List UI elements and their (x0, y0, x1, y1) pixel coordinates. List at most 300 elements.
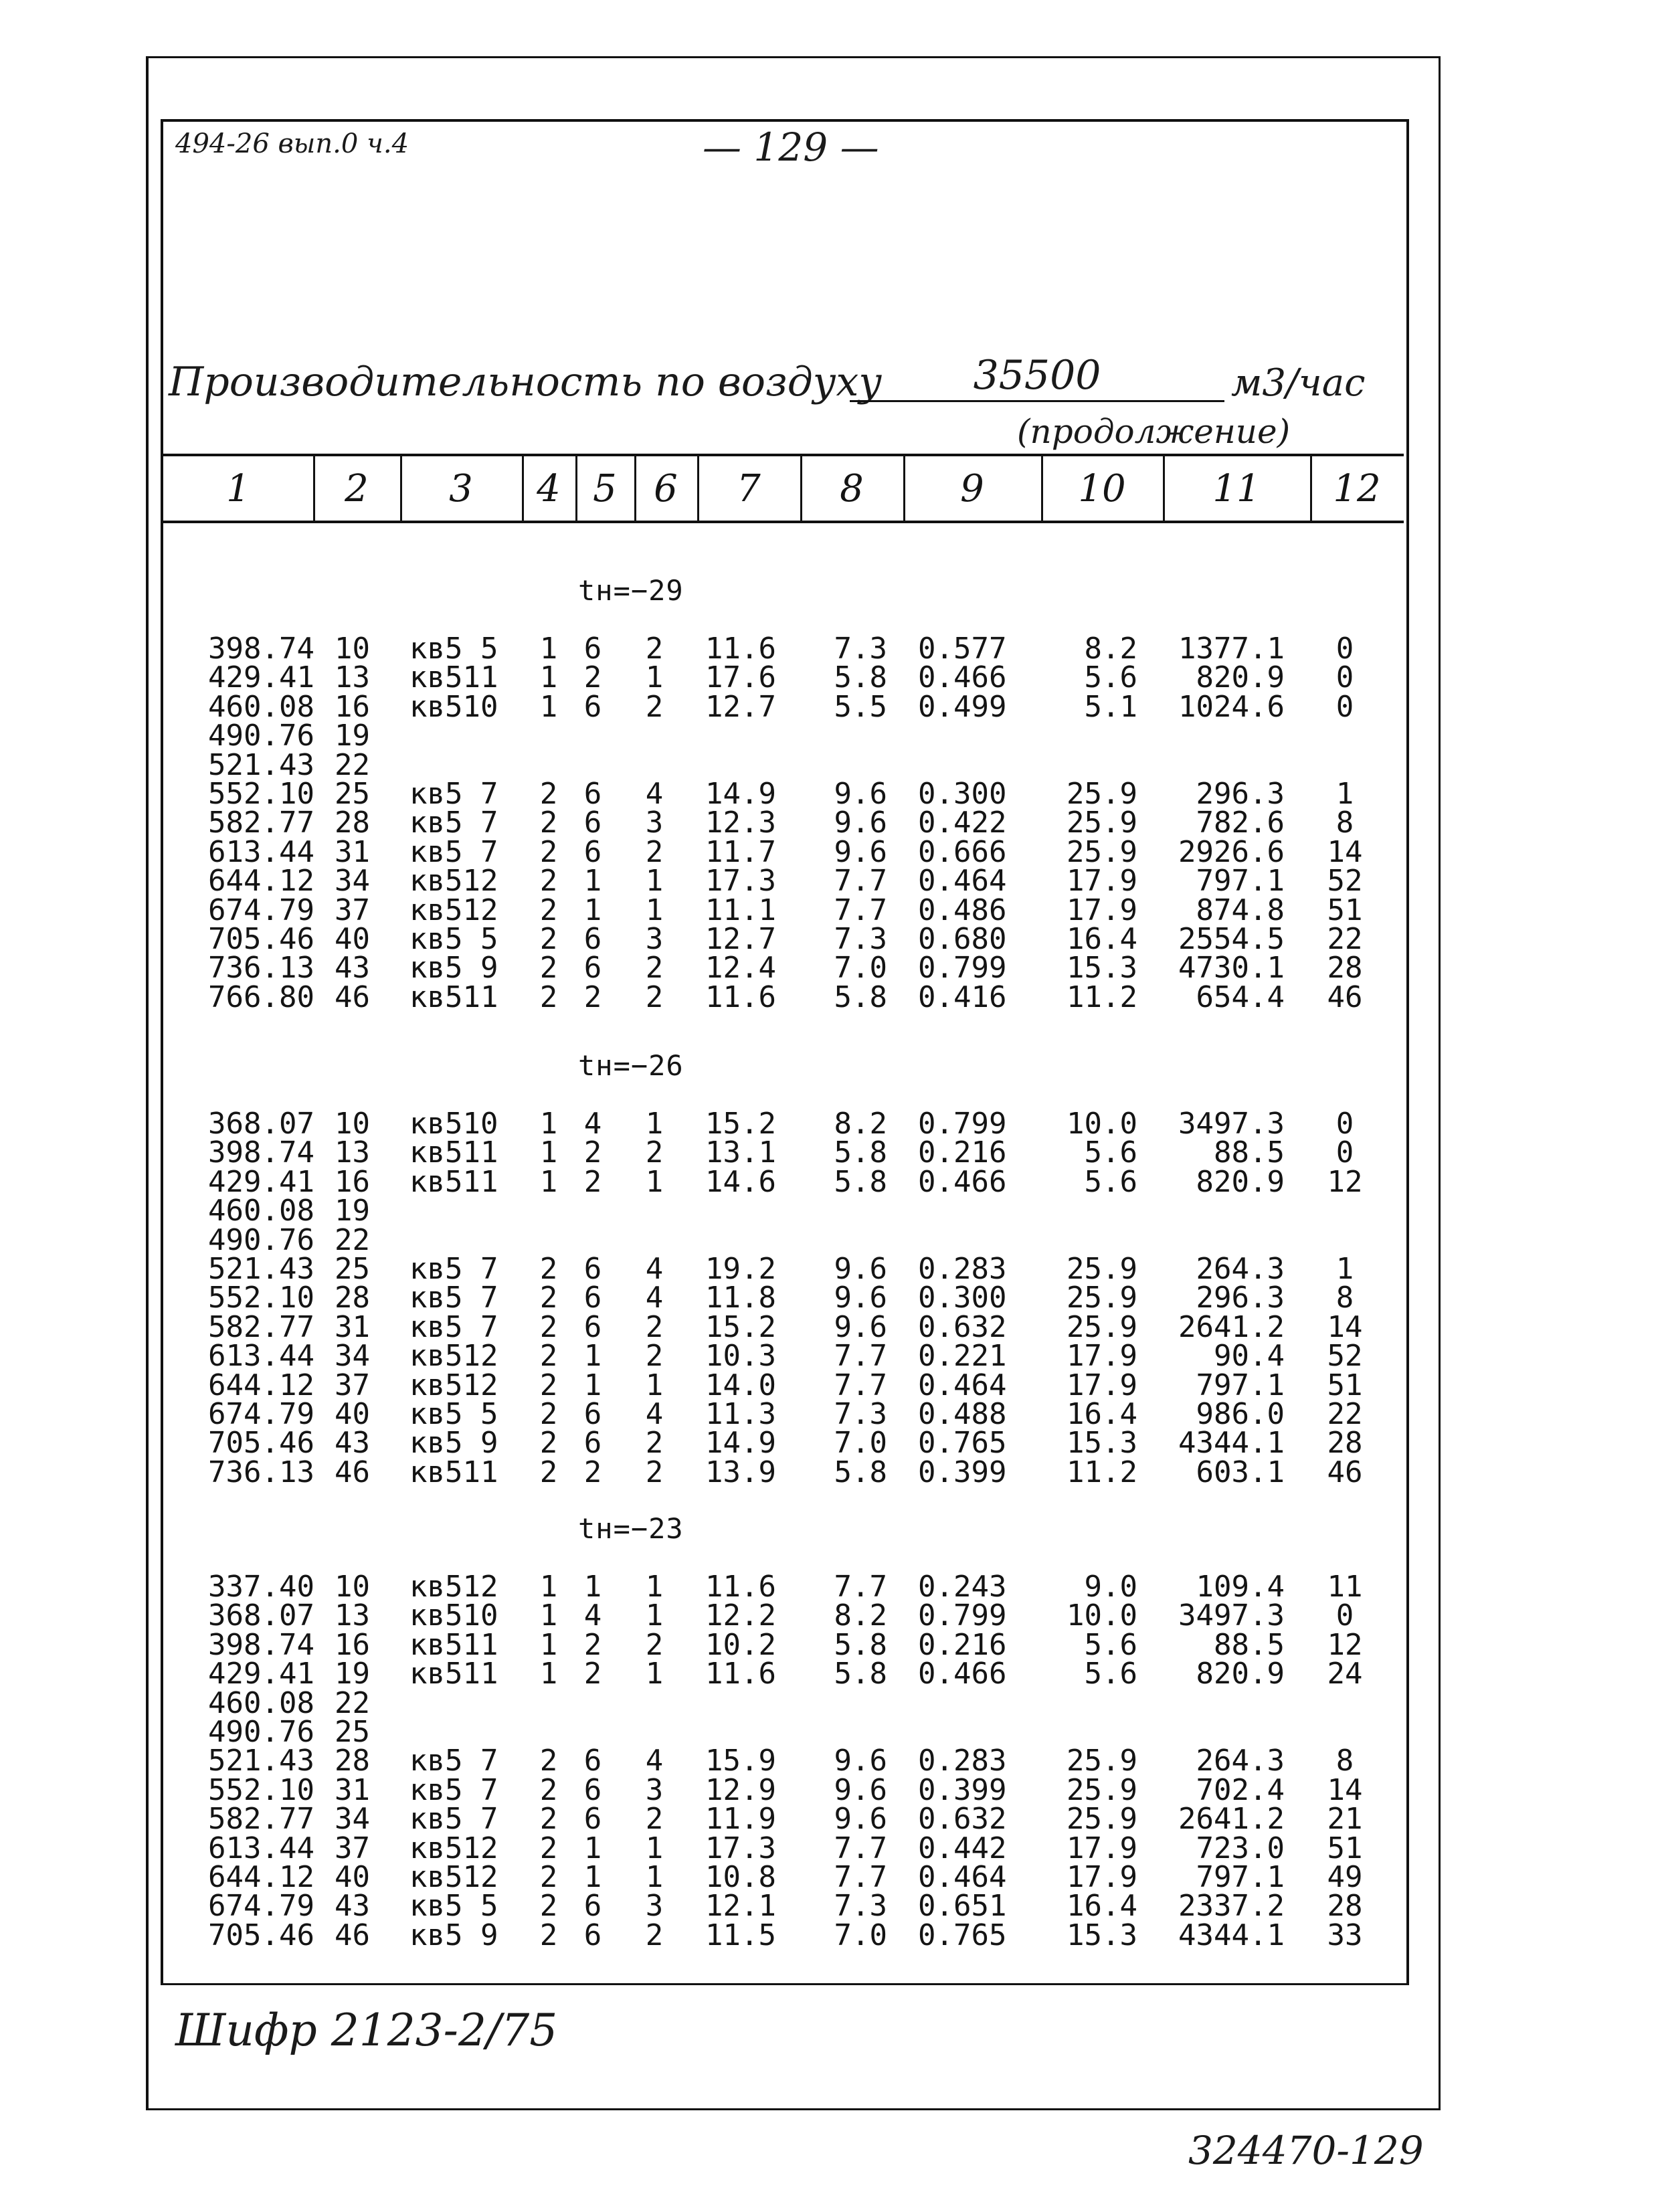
cell-col-6: 2 (645, 632, 664, 666)
cell-col-4: 2 (539, 1368, 558, 1402)
cell-col-8: 7.0 (834, 1918, 887, 1952)
cell-col-10: 5.1 (1084, 689, 1137, 724)
cell-col-9: 0.399 (918, 1772, 1007, 1807)
cell-col-11: 2337.2 (1178, 1889, 1285, 1924)
cell-col-8: 7.3 (834, 922, 887, 956)
cell-col-11: 1377.1 (1178, 632, 1285, 666)
header-divider (313, 456, 315, 521)
continuation-note: (продолжение) (1017, 412, 1291, 451)
cell-col-1: 490.76 (208, 1715, 314, 1749)
cell-col-12: 51 (1327, 893, 1363, 927)
cell-col-2: 22 (335, 747, 370, 782)
cell-col-5: 1 (583, 864, 602, 899)
cell-col-3: кв5 5 (409, 922, 498, 956)
cell-col-3: кв5 7 (409, 806, 498, 840)
cell-col-7: 17.3 (705, 1831, 776, 1865)
cell-col-10: 25.9 (1067, 1744, 1137, 1778)
cell-col-12: 24 (1327, 1657, 1363, 1691)
cell-col-8: 5.8 (834, 980, 887, 1014)
cell-col-12: 0 (1335, 1107, 1354, 1141)
cell-col-2: 31 (335, 1772, 370, 1807)
cell-col-11: 820.9 (1196, 660, 1285, 695)
cell-col-1: 705.46 (208, 1426, 314, 1461)
cell-col-2: 25 (335, 777, 370, 811)
cell-col-8: 5.8 (834, 1135, 887, 1170)
cell-col-8: 5.8 (834, 1627, 887, 1662)
cell-col-9: 0.577 (918, 632, 1007, 666)
cell-col-4: 2 (539, 1397, 558, 1431)
cell-col-11: 820.9 (1196, 1657, 1285, 1691)
cell-col-2: 25 (335, 1715, 370, 1749)
cell-col-6: 2 (645, 834, 664, 869)
cell-col-6: 3 (645, 1772, 664, 1807)
cell-col-6: 2 (645, 1627, 664, 1662)
cell-col-5: 1 (583, 1339, 602, 1374)
cell-col-3: кв5 9 (409, 951, 498, 986)
cell-col-11: 109.4 (1196, 1570, 1285, 1604)
cell-col-10: 25.9 (1067, 834, 1137, 869)
cell-col-4: 1 (539, 689, 558, 724)
cell-col-8: 9.6 (834, 777, 887, 811)
cell-col-2: 34 (335, 1339, 370, 1374)
cell-col-2: 13 (335, 1135, 370, 1170)
cell-col-10: 25.9 (1067, 806, 1137, 840)
cell-col-6: 1 (645, 660, 664, 695)
header-divider (634, 456, 636, 521)
cell-col-5: 1 (583, 1570, 602, 1604)
cell-col-9: 0.416 (918, 980, 1007, 1014)
cell-col-6: 1 (645, 1164, 664, 1199)
cell-col-10: 16.4 (1067, 1889, 1137, 1924)
cell-col-3: кв512 (409, 1860, 498, 1894)
cell-col-10: 11.2 (1067, 1455, 1137, 1489)
cell-col-2: 37 (335, 1368, 370, 1402)
cell-col-3: кв512 (409, 864, 498, 899)
cell-col-2: 19 (335, 1657, 370, 1691)
cell-col-1: 521.43 (208, 1744, 314, 1778)
table-row (0, 1455, 1660, 1489)
cell-col-8: 9.6 (834, 1281, 887, 1315)
cell-col-10: 9.0 (1084, 1570, 1137, 1604)
cell-col-1: 674.79 (208, 1889, 314, 1924)
cell-col-9: 0.221 (918, 1339, 1007, 1374)
cell-col-3: кв5 7 (409, 1252, 498, 1286)
cell-col-2: 10 (335, 1107, 370, 1141)
cell-col-7: 12.7 (705, 689, 776, 724)
cell-col-2: 43 (335, 1889, 370, 1924)
cell-col-3: кв511 (409, 1627, 498, 1662)
cell-col-12: 12 (1327, 1627, 1363, 1662)
cell-col-1: 521.43 (208, 747, 314, 782)
cell-col-4: 1 (539, 660, 558, 695)
cell-col-1: 429.41 (208, 1657, 314, 1691)
cell-col-4: 1 (539, 1135, 558, 1170)
cell-col-4: 2 (539, 806, 558, 840)
cell-col-5: 6 (583, 951, 602, 986)
cell-col-4: 2 (539, 980, 558, 1014)
cell-col-10: 17.9 (1067, 893, 1137, 927)
cell-col-10: 10.0 (1067, 1598, 1137, 1633)
cell-col-3: кв511 (409, 1135, 498, 1170)
cell-col-2: 22 (335, 1685, 370, 1720)
cell-col-8: 8.2 (834, 1107, 887, 1141)
cell-col-2: 10 (335, 1570, 370, 1604)
cell-col-5: 2 (583, 660, 602, 695)
cell-col-5: 6 (583, 1889, 602, 1924)
cell-col-1: 582.77 (208, 1309, 314, 1344)
table-row (0, 1109, 1660, 1139)
archive-number: 324470-129 (1188, 2128, 1424, 2173)
cell-col-5: 2 (583, 1657, 602, 1691)
cell-col-6: 1 (645, 893, 664, 927)
cell-col-9: 0.499 (918, 689, 1007, 724)
cell-col-6: 2 (645, 1339, 664, 1374)
cell-col-4: 1 (539, 1570, 558, 1604)
table-row (0, 951, 1660, 986)
table-row (0, 1135, 1660, 1170)
cell-col-11: 654.4 (1196, 980, 1285, 1014)
cell-col-2: 40 (335, 1397, 370, 1431)
cell-col-2: 19 (335, 1194, 370, 1228)
cell-col-8: 9.6 (834, 1802, 887, 1837)
cell-col-7: 14.9 (705, 1426, 776, 1461)
table-row (0, 1860, 1660, 1894)
cell-col-2: 13 (335, 1598, 370, 1633)
cell-col-10: 25.9 (1067, 1309, 1137, 1344)
cell-col-9: 0.216 (918, 1627, 1007, 1662)
table-row (0, 1627, 1660, 1662)
cell-col-1: 490.76 (208, 1222, 314, 1257)
cell-col-8: 9.6 (834, 1252, 887, 1286)
cell-col-6: 1 (645, 1860, 664, 1894)
cell-col-8: 9.6 (834, 1309, 887, 1344)
cell-col-12: 0 (1335, 1598, 1354, 1633)
cell-col-8: 7.7 (834, 1570, 887, 1604)
cell-col-6: 2 (645, 1135, 664, 1170)
table-row (0, 1889, 1660, 1924)
cell-col-8: 8.2 (834, 1598, 887, 1633)
cell-col-7: 10.2 (705, 1627, 776, 1662)
cell-col-12: 46 (1327, 1455, 1363, 1489)
cell-col-12: 21 (1327, 1802, 1363, 1837)
cell-col-12: 12 (1327, 1164, 1363, 1199)
cell-col-7: 13.1 (705, 1135, 776, 1170)
cell-col-6: 1 (645, 1598, 664, 1633)
cell-col-2: 28 (335, 1281, 370, 1315)
cell-col-2: 46 (335, 980, 370, 1014)
cell-col-9: 0.680 (918, 922, 1007, 956)
cell-col-5: 2 (583, 1455, 602, 1489)
table-row (0, 893, 1660, 927)
table-row (0, 1685, 1660, 1720)
cell-col-4: 2 (539, 834, 558, 869)
cell-col-5: 6 (583, 1802, 602, 1837)
cell-col-4: 2 (539, 1889, 558, 1924)
cell-col-12: 49 (1327, 1860, 1363, 1894)
cell-col-11: 88.5 (1214, 1627, 1285, 1662)
cell-col-11: 3497.3 (1178, 1598, 1285, 1633)
section-label-temperature: tн=−23 (578, 1512, 684, 1545)
cell-col-12: 0 (1335, 660, 1354, 695)
cell-col-8: 7.0 (834, 951, 887, 986)
cell-col-11: 782.6 (1196, 806, 1285, 840)
cell-col-2: 28 (335, 1744, 370, 1778)
cell-col-3: кв5 9 (409, 1426, 498, 1461)
cell-col-7: 11.5 (705, 1918, 776, 1952)
cell-col-4: 2 (539, 1252, 558, 1286)
cell-col-3: кв5 5 (409, 1889, 498, 1924)
table-row (0, 808, 1660, 838)
cell-col-5: 4 (583, 1107, 602, 1141)
cell-col-6: 2 (645, 951, 664, 986)
cell-col-7: 12.3 (705, 806, 776, 840)
cell-col-7: 12.1 (705, 1889, 776, 1924)
cell-col-5: 6 (583, 777, 602, 811)
cell-col-3: кв511 (409, 1164, 498, 1199)
cell-col-4: 2 (539, 1339, 558, 1374)
cell-col-2: 16 (335, 689, 370, 724)
cell-col-7: 19.2 (705, 1252, 776, 1286)
table-row (0, 1659, 1660, 1689)
cell-col-1: 337.40 (208, 1570, 314, 1604)
table-row (0, 864, 1660, 899)
cell-col-1: 644.12 (208, 864, 314, 899)
cell-col-7: 17.6 (705, 660, 776, 695)
cell-col-7: 15.9 (705, 1744, 776, 1778)
cell-col-4: 2 (539, 893, 558, 927)
cell-col-2: 28 (335, 806, 370, 840)
cell-col-11: 723.0 (1196, 1831, 1285, 1865)
cell-col-3: кв510 (409, 1598, 498, 1633)
cell-col-3: кв5 9 (409, 1918, 498, 1952)
header-divider (800, 456, 802, 521)
cell-col-6: 1 (645, 1570, 664, 1604)
section-label-temperature: tн=−29 (578, 574, 684, 607)
header-divider (400, 456, 402, 521)
cipher-label: Шифр 2123-2/75 (175, 2005, 558, 2056)
cell-col-10: 16.4 (1067, 922, 1137, 956)
cell-col-12: 28 (1327, 951, 1363, 986)
cell-col-1: 582.77 (208, 1802, 314, 1837)
table-row (0, 1368, 1660, 1402)
cell-col-9: 0.632 (918, 1309, 1007, 1344)
cell-col-9: 0.399 (918, 1455, 1007, 1489)
cell-col-1: 705.46 (208, 1918, 314, 1952)
cell-col-8: 7.7 (834, 1831, 887, 1865)
cell-col-2: 13 (335, 660, 370, 695)
cell-col-6: 2 (645, 980, 664, 1014)
cell-col-5: 6 (583, 1309, 602, 1344)
cell-col-11: 88.5 (1214, 1135, 1285, 1170)
cell-col-9: 0.799 (918, 1598, 1007, 1633)
cell-col-6: 4 (645, 777, 664, 811)
cell-col-9: 0.466 (918, 1164, 1007, 1199)
table-row (0, 689, 1660, 724)
cell-col-7: 11.6 (705, 632, 776, 666)
cell-col-4: 2 (539, 1802, 558, 1837)
cell-col-9: 0.243 (918, 1570, 1007, 1604)
cell-col-4: 2 (539, 864, 558, 899)
cell-col-7: 14.0 (705, 1368, 776, 1402)
cell-col-10: 25.9 (1067, 1281, 1137, 1315)
cell-col-1: 429.41 (208, 1164, 314, 1199)
cell-col-3: кв5 7 (409, 834, 498, 869)
cell-col-10: 11.2 (1067, 980, 1137, 1014)
cell-col-4: 2 (539, 922, 558, 956)
cell-col-1: 736.13 (208, 951, 314, 986)
cell-col-4: 1 (539, 1164, 558, 1199)
airflow-value: 35500 (850, 352, 1224, 402)
cell-col-5: 6 (583, 1252, 602, 1286)
cell-col-12: 0 (1335, 689, 1354, 724)
table-row (0, 1598, 1660, 1633)
cell-col-12: 22 (1327, 1397, 1363, 1431)
cell-col-8: 7.7 (834, 864, 887, 899)
cell-col-11: 264.3 (1196, 1744, 1285, 1778)
table-row (0, 1715, 1660, 1749)
cell-col-9: 0.799 (918, 951, 1007, 986)
cell-col-8: 5.8 (834, 1455, 887, 1489)
cell-col-3: кв510 (409, 1107, 498, 1141)
table-row (0, 1572, 1660, 1602)
cell-col-11: 797.1 (1196, 864, 1285, 899)
cell-col-11: 296.3 (1196, 1281, 1285, 1315)
airflow-units: м3/час (1231, 361, 1366, 405)
cell-col-7: 11.7 (705, 834, 776, 869)
cell-col-10: 25.9 (1067, 777, 1137, 811)
cell-col-4: 2 (539, 777, 558, 811)
cell-col-10: 15.3 (1067, 951, 1137, 986)
cell-col-12: 28 (1327, 1426, 1363, 1461)
table-row (0, 922, 1660, 956)
table-row (0, 1746, 1660, 1776)
cell-col-1: 644.12 (208, 1860, 314, 1894)
cell-col-7: 11.6 (705, 1657, 776, 1691)
table-row (0, 1772, 1660, 1807)
cell-col-7: 12.7 (705, 922, 776, 956)
cell-col-3: кв511 (409, 980, 498, 1014)
cell-col-8: 9.6 (834, 806, 887, 840)
cell-col-9: 0.488 (918, 1397, 1007, 1431)
cell-col-7: 14.6 (705, 1164, 776, 1199)
cell-col-6: 2 (645, 1802, 664, 1837)
cell-col-8: 7.7 (834, 893, 887, 927)
cell-col-10: 17.9 (1067, 1368, 1137, 1402)
cell-col-4: 1 (539, 1598, 558, 1633)
cell-col-5: 2 (583, 1164, 602, 1199)
cell-col-2: 31 (335, 1309, 370, 1344)
document-code: 494-26 вып.0 ч.4 (175, 128, 409, 159)
cell-col-3: кв512 (409, 893, 498, 927)
cell-col-3: кв512 (409, 1339, 498, 1374)
cell-col-10: 25.9 (1067, 1252, 1137, 1286)
cell-col-7: 12.4 (705, 951, 776, 986)
cell-col-5: 4 (583, 1598, 602, 1633)
cell-col-1: 368.07 (208, 1598, 314, 1633)
cell-col-6: 3 (645, 806, 664, 840)
cell-col-2: 34 (335, 864, 370, 899)
cell-col-10: 5.6 (1084, 1164, 1137, 1199)
cell-col-10: 5.6 (1084, 1135, 1137, 1170)
cell-col-6: 1 (645, 864, 664, 899)
cell-col-7: 17.3 (705, 864, 776, 899)
column-header-12: 12 (1333, 466, 1381, 511)
cell-col-12: 11 (1327, 1570, 1363, 1604)
cell-col-1: 521.43 (208, 1252, 314, 1286)
cell-col-12: 0 (1335, 1135, 1354, 1170)
table-row (0, 747, 1660, 782)
cell-col-5: 1 (583, 1831, 602, 1865)
cell-col-2: 10 (335, 632, 370, 666)
cell-col-12: 52 (1327, 1339, 1363, 1374)
table-row (0, 1802, 1660, 1837)
cell-col-7: 11.1 (705, 893, 776, 927)
cell-col-3: кв5 7 (409, 1772, 498, 1807)
cell-col-12: 33 (1327, 1918, 1363, 1952)
cell-col-12: 46 (1327, 980, 1363, 1014)
cell-col-2: 46 (335, 1455, 370, 1489)
cell-col-7: 11.8 (705, 1281, 776, 1315)
cell-col-1: 368.07 (208, 1107, 314, 1141)
cell-col-5: 2 (583, 1135, 602, 1170)
cell-col-11: 2641.2 (1178, 1309, 1285, 1344)
table-row (0, 1831, 1660, 1865)
page-number: — 129 — (703, 124, 879, 170)
cell-col-1: 766.80 (208, 980, 314, 1014)
cell-col-7: 11.6 (705, 1570, 776, 1604)
cell-col-9: 0.464 (918, 1368, 1007, 1402)
cell-col-4: 2 (539, 1744, 558, 1778)
cell-col-7: 10.3 (705, 1339, 776, 1374)
column-header-11: 11 (1212, 466, 1261, 511)
cell-col-10: 25.9 (1067, 1802, 1137, 1837)
cell-col-1: 460.08 (208, 689, 314, 724)
cell-col-3: кв512 (409, 1570, 498, 1604)
cell-col-8: 7.7 (834, 1860, 887, 1894)
header-divider (575, 456, 577, 521)
column-header-1: 1 (226, 466, 250, 511)
cell-col-5: 6 (583, 1744, 602, 1778)
cell-col-8: 5.8 (834, 1657, 887, 1691)
cell-col-11: 2926.6 (1178, 834, 1285, 869)
cell-col-11: 2554.5 (1178, 922, 1285, 956)
table-row (0, 834, 1660, 869)
cell-col-11: 264.3 (1196, 1252, 1285, 1286)
cell-col-7: 13.9 (705, 1455, 776, 1489)
cell-col-9: 0.666 (918, 834, 1007, 869)
cell-col-2: 40 (335, 1860, 370, 1894)
cell-col-7: 11.3 (705, 1397, 776, 1431)
cell-col-4: 2 (539, 1281, 558, 1315)
cell-col-1: 398.74 (208, 632, 314, 666)
table-row (0, 1426, 1660, 1461)
cell-col-4: 2 (539, 1309, 558, 1344)
cell-col-10: 5.6 (1084, 1627, 1137, 1662)
cell-col-10: 5.6 (1084, 660, 1137, 695)
header-divider (1163, 456, 1165, 521)
column-header-10: 10 (1078, 466, 1126, 511)
cell-col-4: 2 (539, 1918, 558, 1952)
cell-col-8: 7.3 (834, 1889, 887, 1924)
cell-col-12: 0 (1335, 632, 1354, 666)
table-row (0, 1309, 1660, 1344)
cell-col-6: 2 (645, 689, 664, 724)
cell-col-6: 4 (645, 1252, 664, 1286)
cell-col-1: 398.74 (208, 1627, 314, 1662)
cell-col-1: 460.08 (208, 1194, 314, 1228)
cell-col-2: 16 (335, 1627, 370, 1662)
cell-col-5: 6 (583, 689, 602, 724)
